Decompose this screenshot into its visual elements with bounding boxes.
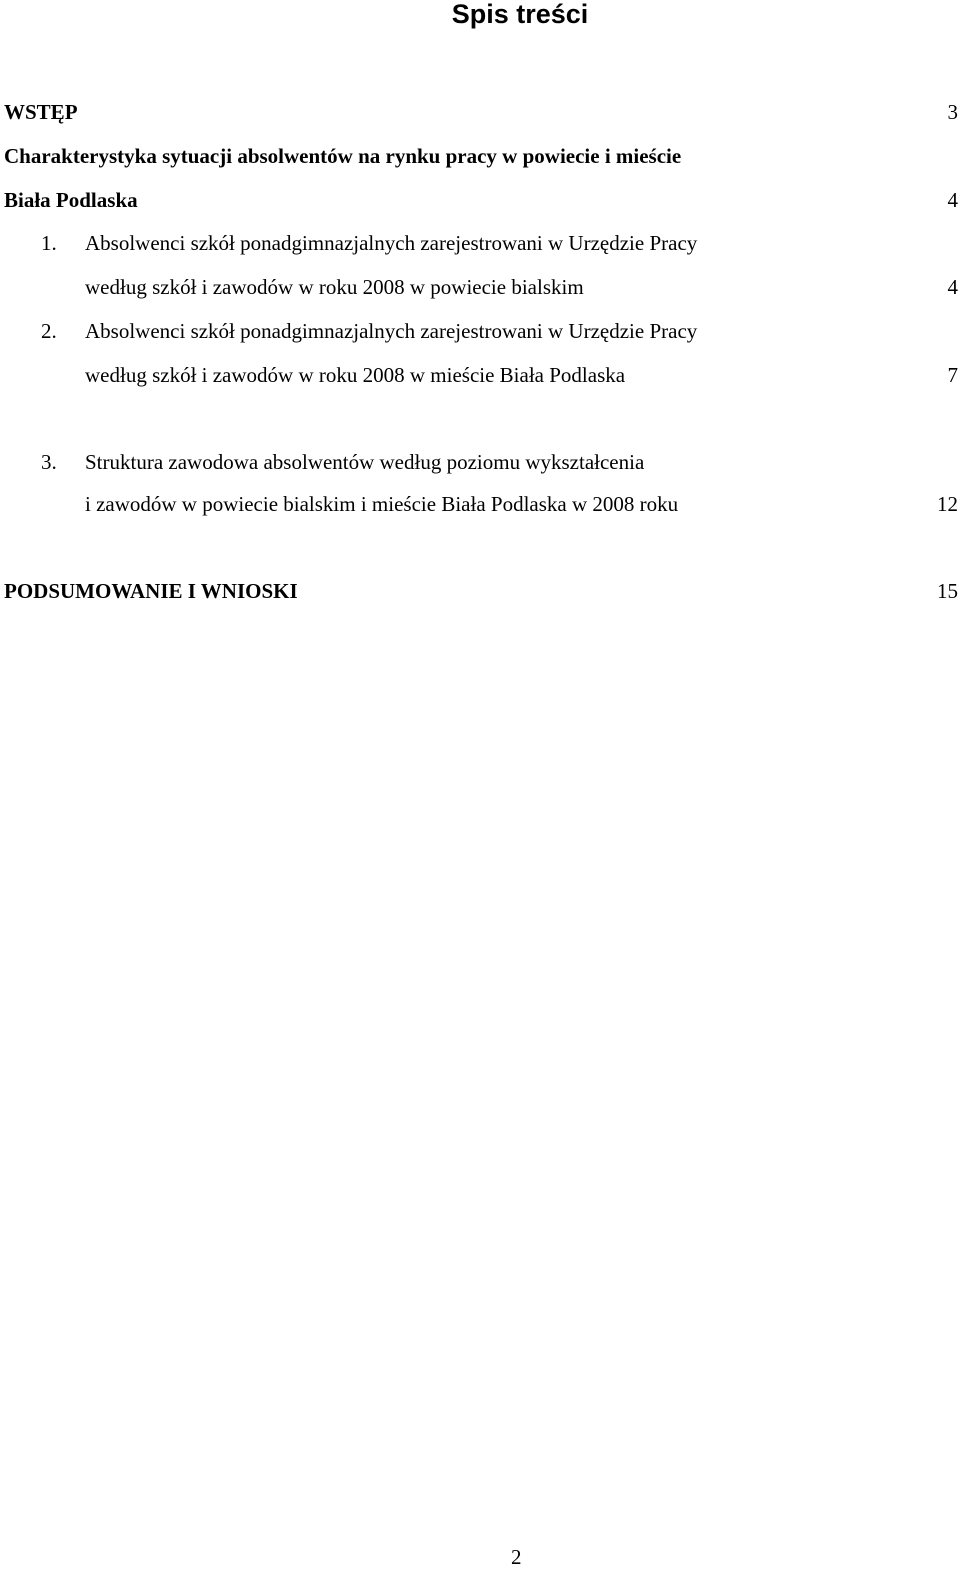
- toc-section-3-page: 12: [937, 492, 958, 516]
- toc-entry-summary-label[interactable]: PODSUMOWANIE I WNIOSKI: [4, 579, 298, 603]
- page-number: 2: [511, 1545, 522, 1569]
- page-title: Spis treści: [451, 0, 589, 29]
- toc-section-1-line1[interactable]: Absolwenci szkół ponadgimnazjalnych zarejestrowani w Urzędzie Pracy: [85, 231, 698, 255]
- toc-entry-intro-label[interactable]: WSTĘP: [4, 100, 78, 124]
- toc-section-2-page: 7: [947, 363, 958, 387]
- toc-section-3-line1[interactable]: Struktura zawodowa absolwentów według poziomu wykształcenia: [85, 450, 645, 474]
- toc-section-2-line2[interactable]: według szkół i zawodów w roku 2008 w mieście Biała Podlaska: [85, 363, 626, 387]
- toc-entry-chapter-page: 4: [947, 188, 958, 212]
- toc-entry-intro-page: 3: [947, 100, 958, 124]
- toc-section-1-number: 1.: [41, 231, 57, 255]
- toc-section-1-page: 4: [947, 275, 958, 299]
- toc-section-1-line2[interactable]: według szkół i zawodów w roku 2008 w powiecie bialskim: [85, 275, 584, 299]
- toc-entry-chapter-label-line2[interactable]: Biała Podlaska: [4, 188, 138, 212]
- toc-entry-chapter-label-line1[interactable]: Charakterystyka sytuacji absolwentów na rynku pracy w powiecie i mieście: [4, 144, 682, 168]
- toc-entry-summary-page: 15: [937, 579, 958, 603]
- toc-section-2-line1[interactable]: Absolwenci szkół ponadgimnazjalnych zarejestrowani w Urzędzie Pracy: [85, 319, 698, 343]
- toc-section-3-number: 3.: [41, 450, 57, 474]
- toc-section-2-number: 2.: [41, 319, 57, 343]
- toc-section-3-line2[interactable]: i zawodów w powiecie bialskim i mieście Biała Podlaska w 2008 roku: [85, 492, 679, 516]
